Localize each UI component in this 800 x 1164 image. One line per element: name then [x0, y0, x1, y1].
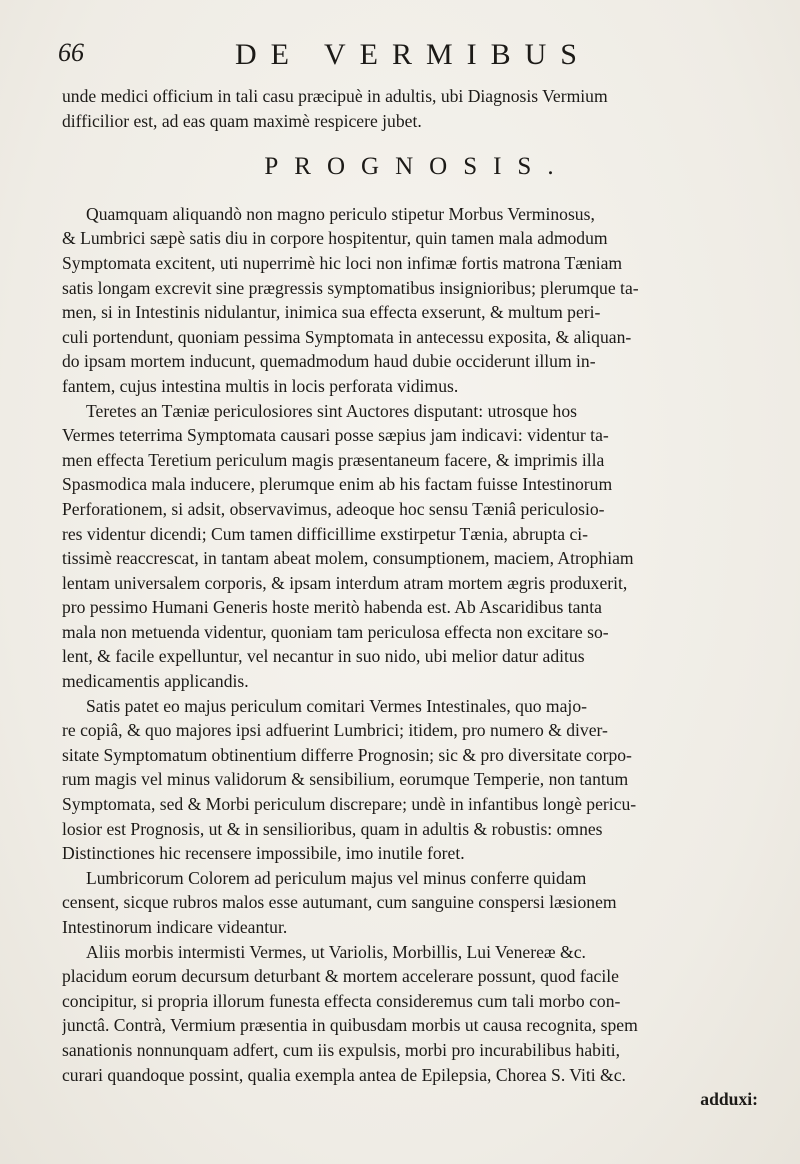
text-line: re copiâ, & quo majores ipsi adfuerint Lumbrici; itidem, pro numero & diver-: [62, 720, 608, 741]
text-line: medicamentis applicandis.: [62, 671, 249, 692]
page-number: 66: [58, 38, 84, 67]
text-line: junctâ. Contrà, Vermium præsentia in quibusdam morbis ut causa recognita, spem: [62, 1015, 638, 1036]
running-head: DE VERMIBUS: [235, 38, 591, 71]
text-line: do ipsam mortem inducunt, quemadmodum haud dubie occiderunt illum in-: [62, 351, 596, 372]
text-line: men effecta Teretium periculum magis præsentaneum facere, & imprimis illa: [62, 449, 605, 470]
text-line: Vermes teterrima Symptomata causari posse sæpius jam indicavi: videntur ta-: [62, 425, 609, 446]
prognosis-text: [62, 202, 762, 1087]
text-line: mala non metuenda videntur, quoniam tam periculosa effecta non excitare so-: [62, 621, 609, 642]
text-line: difficilior est, ad eas quam maximè respicere jubet.: [62, 110, 422, 131]
text-line: tissimè reaccrescat, in tantam abeat molem, consumptionem, maciem, Atrophiam: [62, 548, 634, 569]
text-line: placidum eorum decursum deturbant & mortem accelerare possunt, quod facile: [62, 966, 619, 987]
text-line: satis longam excrevit sine prægressis symptomatibus insignioribus; plerumque ta-: [62, 277, 639, 298]
page-header: [58, 38, 758, 82]
text-line: Quamquam aliquandò non magno periculo stipetur Morbus Verminosus,: [86, 203, 595, 224]
text-line: losior est Prognosis, ut & in sensilioribus, quam in adultis & robustis: omnes: [62, 818, 603, 839]
text-line: Perforationem, si adsit, observavimus, adeoque hoc sensu Tæniâ periculosio-: [62, 498, 605, 519]
text-line: fantem, cujus intestina multis in locis perforata vidimus.: [62, 375, 459, 396]
text-line: censent, sicque rubros malos esse autumant, cum sanguine conspersi læsionem: [62, 892, 617, 913]
text-line: pro pessimo Humani Generis hoste meritò habenda est. Ab Ascaridibus tanta: [62, 597, 602, 618]
text-line: Symptomata, sed & Morbi periculum discrepare; undè in infantibus longè pericu-: [62, 794, 637, 815]
text-line: Satis patet eo majus periculum comitari Vermes Intestinales, quo majo-: [86, 695, 587, 716]
text-line: Teretes an Tæniæ periculosiores sint Auctores disputant: utrosque hos: [86, 400, 577, 421]
text-line: concipitur, si propria illorum funesta effecta consideremus cum tali morbo con-: [62, 990, 621, 1011]
text-line: lent, & facile expelluntur, vel necantur in suo nido, ubi melior datur aditus: [62, 646, 585, 667]
text-line: Spasmodica mala inducere, plerumque enim ab his factam fuisse Intestinorum: [62, 474, 613, 495]
section-title: PROGNOSIS.: [264, 153, 570, 181]
text-line: unde medici officium in tali casu præcipuè in adultis, ubi Diagnosis Vermium: [62, 86, 608, 106]
text-line: Symptomata excitent, uti nuperrimè hic loci non infimæ fortis matrona Tæniam: [62, 252, 623, 273]
text-line: rum magis vel minus validorum & sensibilium, eorumque Temperie, non tantum: [62, 769, 629, 790]
text-line: lentam universalem corporis, & ipsam interdum atram mortem ægris produxerit,: [62, 572, 628, 593]
text-line: Intestinorum indicare videantur.: [62, 917, 288, 937]
text-line: curari quandoque possint, qualia exempla antea de Epilepsia, Chorea S. Viti &c.: [62, 1064, 626, 1085]
text-line: Lumbricorum Colorem ad periculum majus vel minus conferre quidam: [86, 867, 587, 888]
text-line: men, si in Intestinis nidulantur, inimica sua effecta exserunt, & multum peri-: [62, 302, 601, 323]
text-line: sanationis nonnunquam adfert, cum iis expulsis, morbi pro incurabilibus habiti,: [62, 1039, 621, 1060]
text-line: Distinctiones hic recensere impossibile, imo inutile foret.: [62, 843, 465, 864]
text-line: & Lumbrici sæpè satis diu in corpore hospitentur, quin tamen mala admodum: [62, 228, 608, 249]
text-line: res videntur dicendi; Cum tamen difficillime exstirpetur Tænia, abrupta ci-: [62, 523, 589, 544]
catchword: adduxi:: [700, 1089, 758, 1110]
intro-paragraph: [62, 84, 762, 133]
body-text: [62, 84, 762, 1112]
text-line: sitate Symptomatum obtinentium differre Prognosin; sic & pro diversitate corpo-: [62, 744, 632, 765]
text-line: culi portendunt, quoniam pessima Symptomata in antecessu exposita, & aliquan-: [62, 326, 632, 347]
text-line: Aliis morbis intermisti Vermes, ut Variolis, Morbillis, Lui Venereæ &c.: [86, 941, 586, 962]
